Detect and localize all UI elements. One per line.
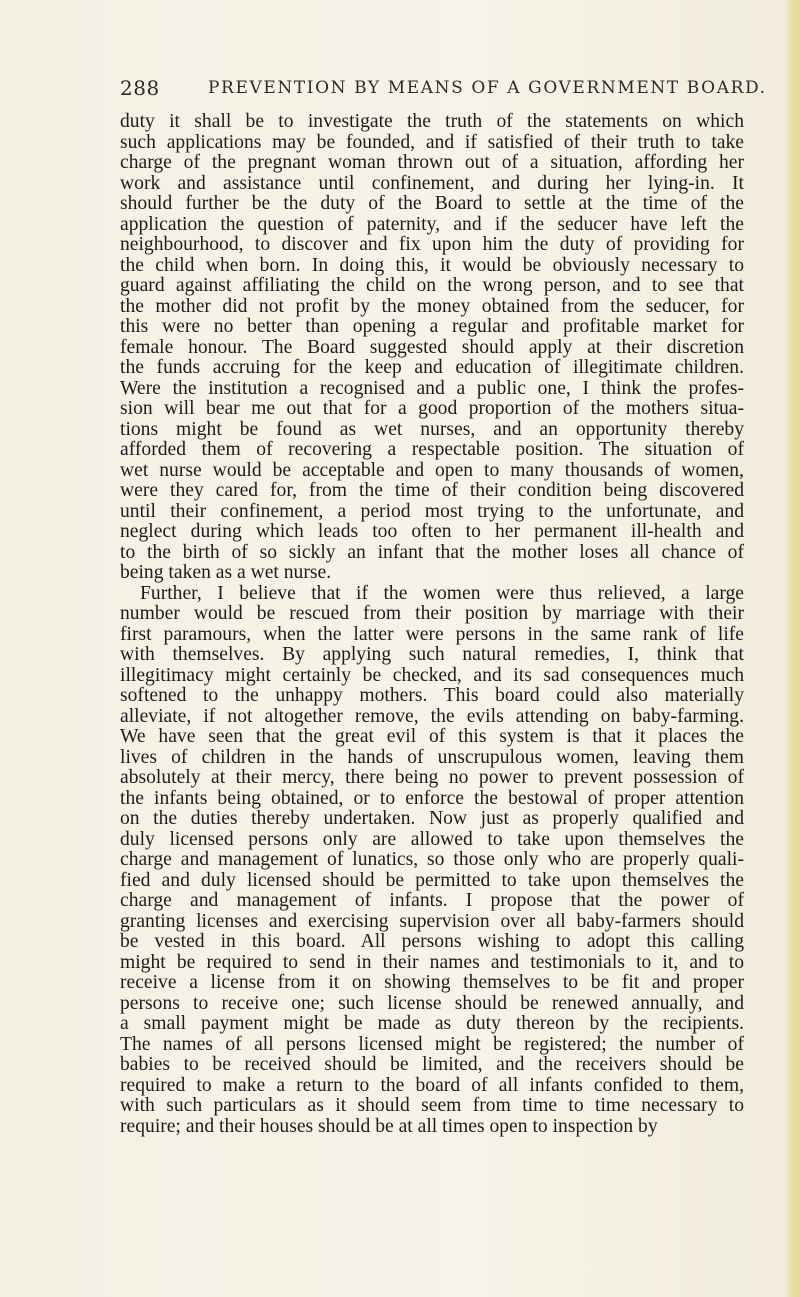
text-line: this were no better than opening a regular and profitable market for [120, 316, 744, 337]
text-line: the mother did not profit by the money obtained from the seducer, for [120, 295, 744, 317]
text-line: duly licensed persons only are allowed to take upon themselves the [120, 828, 744, 850]
text-line: the funds accruing for the keep and education of illegitimate children. [120, 357, 744, 378]
text-line: charge and management of lunatics, so those only who are properly quali- [120, 849, 744, 870]
text-line: duty it shall be to investigate the truth of the statements on which [120, 111, 744, 132]
text-line: work and assistance until confinement, and during her lying-in. It [120, 172, 744, 194]
text-line: female honour. The Board suggested should apply at their discretion [120, 336, 744, 358]
body-text [120, 112, 744, 1137]
text-line: lives of children in the hands of unscrupulous women, leaving them [120, 746, 744, 768]
page-number: 288 [120, 76, 160, 100]
text-line: The names of all persons licensed might be registered; the number of [120, 1033, 744, 1055]
text-line: fied and duly licensed should be permitted to take upon themselves the [120, 869, 744, 891]
paragraph [120, 112, 744, 584]
text-line: such applications may be founded, and if satisfied of their truth to take [120, 131, 744, 153]
page-edge [786, 0, 800, 1297]
text-line: receive a license from it on showing themselves to be fit and proper [120, 972, 744, 993]
text-line: softened to the unhappy mothers. This board could also materially [120, 685, 744, 706]
running-head-title: PREVENTION BY MEANS OF A GOVERNMENT BOARD. [208, 78, 767, 98]
text-line: be vested in this board. All persons wishing to adopt this calling [120, 931, 744, 952]
text-line: alleviate, if not altogether remove, the evils attending on baby-farming. [120, 705, 744, 727]
text-line: number would be rescued from their position by marriage with their [120, 603, 744, 624]
text-line: with such particulars as it should seem from time to time necessary to [120, 1095, 744, 1116]
text-line: wet nurse would be acceptable and open to many thousands of women, [120, 459, 744, 481]
text-line: might be required to send in their names and testimonials to it, and to [120, 951, 744, 973]
text-line: should further be the duty of the Board to settle at the time of the [120, 193, 744, 214]
text-line: sion will bear me out that for a good proportion of the mothers situa- [120, 398, 744, 419]
text-line: to the birth of so sickly an infant that the mother loses all chance of [120, 541, 744, 563]
text-line: tions might be found as wet nurses, and an opportunity thereby [120, 418, 744, 440]
text-line: the infants being obtained, or to enforce the bestowal of proper attention [120, 787, 744, 809]
text-line: neglect during which leads too often to her permanent ill-health and [120, 521, 744, 542]
text-line: Further, I believe that if the women were thus relieved, a large [140, 582, 744, 604]
text-line: Were the institution a recognised and a public one, I think the profes- [120, 377, 744, 399]
text-line: illegitimacy might certainly be checked, and its sad consequences much [120, 664, 744, 686]
text-line: We have seen that the great evil of this system is that it places the [120, 726, 744, 747]
text-line: a small payment might be made as duty thereon by the recipients. [120, 1013, 744, 1034]
text-line: charge and management of infants. I propose that the power of [120, 890, 744, 911]
text-line: absolutely at their mercy, there being no power to prevent possession of [120, 767, 744, 788]
text-line: on the duties thereby undertaken. Now just as properly qualified and [120, 808, 744, 829]
text-line: babies to be received should be limited, and the receivers should be [120, 1054, 744, 1075]
text-line: required to make a return to the board of all infants confided to them, [120, 1074, 744, 1096]
text-line: being taken as a wet nurse. [120, 562, 332, 583]
text-line: were they cared for, from the time of their condition being discovered [120, 480, 744, 501]
text-line: granting licenses and exercising supervision over all baby-farmers should [120, 910, 744, 932]
text-line: until their confinement, a period most trying to the unfortunate, and [120, 500, 744, 522]
text-line: the child when born. In doing this, it would be obviously necessary to [120, 254, 744, 276]
text-line: guard against affiliating the child on the wrong person, and to see that [120, 275, 744, 296]
text-line: application the question of paternity, and if the seducer have left the [120, 213, 744, 235]
paragraph [120, 584, 744, 1138]
text-line: persons to receive one; such license should be renewed annually, and [120, 992, 744, 1014]
text-line: require; and their houses should be at all times open to inspection by [120, 1115, 658, 1137]
text-line: afforded them of recovering a respectable position. The situation of [120, 439, 744, 460]
text-line: with themselves. By applying such natural remedies, I, think that [120, 644, 744, 665]
text-line: charge of the pregnant woman thrown out of a situation, affording her [120, 152, 744, 173]
text-line: first paramours, when the latter were persons in the same rank of life [120, 623, 744, 645]
running-head [120, 76, 767, 104]
text-line: neighbourhood, to discover and fix upon him the duty of providing for [120, 234, 744, 255]
